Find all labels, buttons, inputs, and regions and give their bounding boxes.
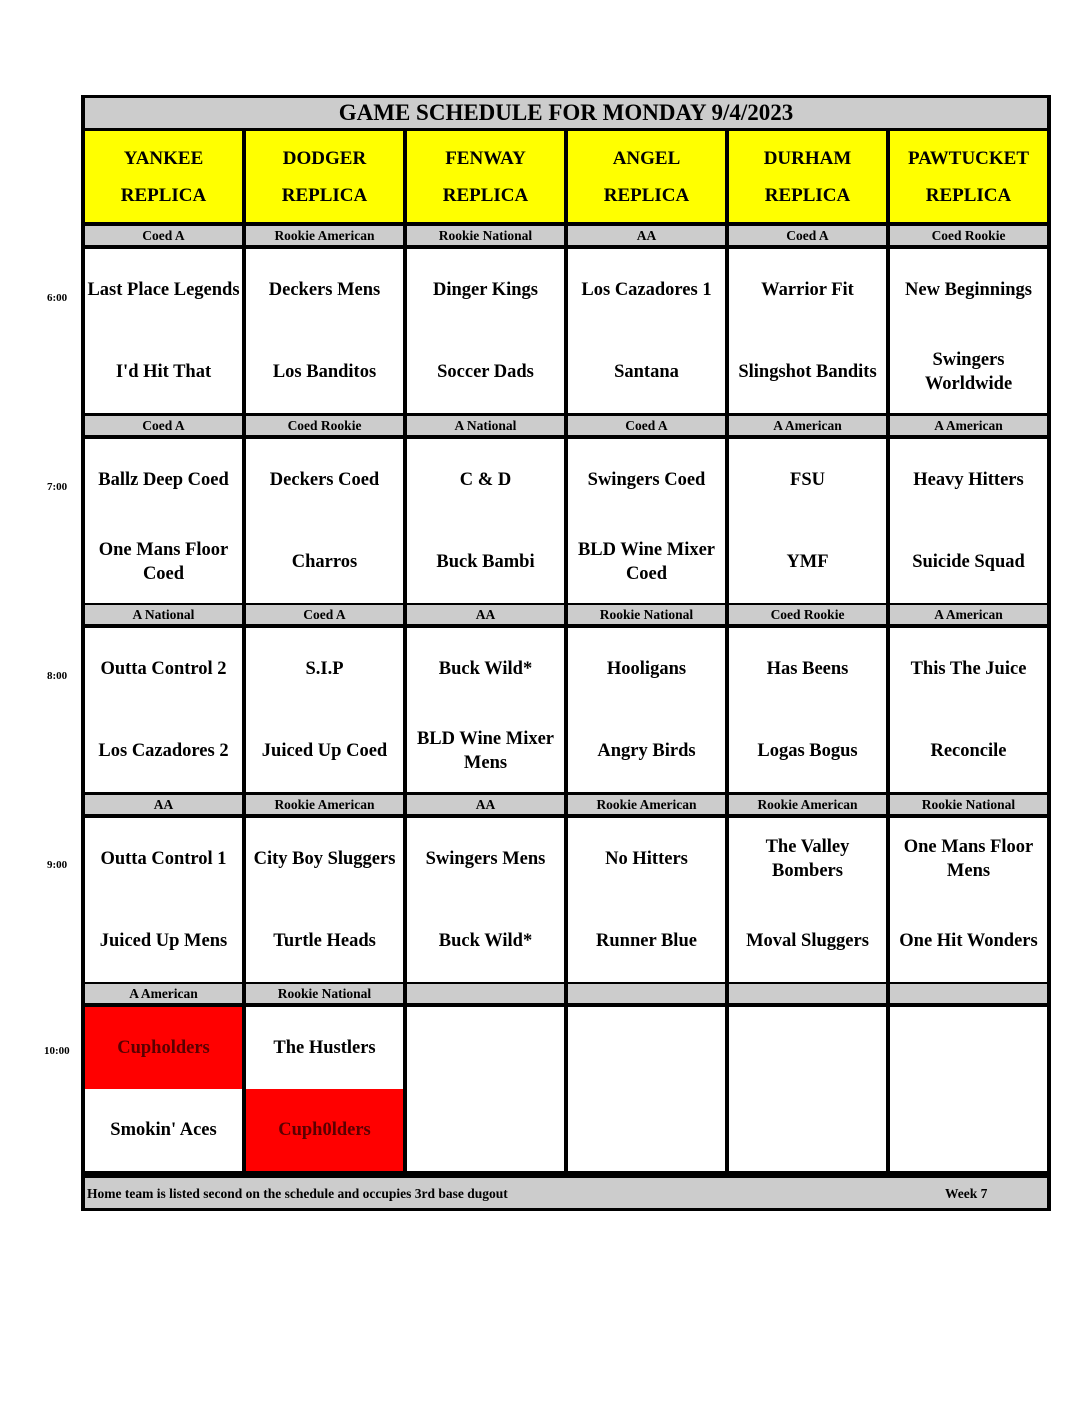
game-cell xyxy=(890,1007,1047,1171)
game-row xyxy=(85,818,1047,982)
home-team: Buck Wild* xyxy=(407,900,564,982)
game-cell xyxy=(890,818,1047,982)
field-header-fenway: FENWAY REPLICA xyxy=(407,131,564,222)
game-cell xyxy=(85,628,242,792)
division-label xyxy=(407,984,564,1003)
away-team: Outta Control 1 xyxy=(85,818,242,900)
division-label: Coed A xyxy=(568,416,725,435)
game-cell xyxy=(568,628,725,792)
division-label: AA xyxy=(407,795,564,814)
schedule-title: GAME SCHEDULE FOR MONDAY 9/4/2023 xyxy=(85,98,1047,128)
home-team: Angry Birds xyxy=(568,710,725,792)
game-cell xyxy=(407,628,564,792)
home-team xyxy=(729,1089,886,1171)
game-row xyxy=(85,439,1047,603)
home-team: Swingers Worldwide xyxy=(890,331,1047,413)
division-label: Coed A xyxy=(246,605,403,624)
away-team: Cupholders xyxy=(85,1007,242,1089)
away-team: Heavy Hitters xyxy=(890,439,1047,521)
game-cell xyxy=(246,628,403,792)
away-team: The Hustlers xyxy=(246,1007,403,1089)
away-team xyxy=(729,1007,886,1089)
home-team: Cuph0lders xyxy=(246,1089,403,1171)
game-cell xyxy=(729,1007,886,1171)
home-team: BLD Wine Mixer Mens xyxy=(407,710,564,792)
division-label: A American xyxy=(890,416,1047,435)
division-label: Coed A xyxy=(729,226,886,245)
away-team: FSU xyxy=(729,439,886,521)
home-team: Santana xyxy=(568,331,725,413)
game-cell xyxy=(729,439,886,603)
away-team: Has Beens xyxy=(729,628,886,710)
division-row xyxy=(85,226,1047,245)
game-row xyxy=(85,1007,1047,1171)
away-team xyxy=(568,1007,725,1089)
away-team: Warrior Fit xyxy=(729,249,886,331)
time-label: 8:00 xyxy=(47,670,68,682)
game-cell xyxy=(407,249,564,413)
home-team: Slingshot Bandits xyxy=(729,331,886,413)
home-team: I'd Hit That xyxy=(85,331,242,413)
game-cell xyxy=(407,818,564,982)
away-team: City Boy Sluggers xyxy=(246,818,403,900)
home-team: Logas Bogus xyxy=(729,710,886,792)
away-team: Los Cazadores 1 xyxy=(568,249,725,331)
division-label: A American xyxy=(890,605,1047,624)
away-team: Outta Control 2 xyxy=(85,628,242,710)
home-team: Smokin' Aces xyxy=(85,1089,242,1171)
away-team: No Hitters xyxy=(568,818,725,900)
home-team: Charros xyxy=(246,521,403,603)
division-label: AA xyxy=(85,795,242,814)
time-label: 7:00 xyxy=(47,481,68,493)
away-team: Swingers Mens xyxy=(407,818,564,900)
game-cell xyxy=(246,818,403,982)
division-row xyxy=(85,605,1047,624)
home-team: Moval Sluggers xyxy=(729,900,886,982)
division-label: A National xyxy=(85,605,242,624)
home-team: Soccer Dads xyxy=(407,331,564,413)
away-team xyxy=(890,1007,1047,1089)
division-label: Coed Rookie xyxy=(890,226,1047,245)
division-label xyxy=(568,984,725,1003)
game-cell xyxy=(246,1007,403,1171)
division-label: Rookie American xyxy=(729,795,886,814)
away-team: New Beginnings xyxy=(890,249,1047,331)
division-row xyxy=(85,416,1047,435)
division-label: Rookie National xyxy=(246,984,403,1003)
game-cell xyxy=(729,818,886,982)
home-team: Juiced Up Mens xyxy=(85,900,242,982)
away-team: One Mans Floor Mens xyxy=(890,818,1047,900)
schedule-table xyxy=(81,95,1051,1211)
away-team: This The Juice xyxy=(890,628,1047,710)
field-header-row xyxy=(85,131,1047,222)
division-label: Coed A xyxy=(85,416,242,435)
home-team: Juiced Up Coed xyxy=(246,710,403,792)
division-row xyxy=(85,795,1047,814)
division-label: Rookie American xyxy=(246,226,403,245)
game-cell xyxy=(407,439,564,603)
home-team: Los Banditos xyxy=(246,331,403,413)
division-label: Rookie National xyxy=(890,795,1047,814)
game-cell xyxy=(568,439,725,603)
game-cell xyxy=(729,628,886,792)
division-label: Rookie American xyxy=(246,795,403,814)
game-cell xyxy=(246,249,403,413)
game-cell xyxy=(729,249,886,413)
field-header-yankee: YANKEE REPLICA xyxy=(85,131,242,222)
division-label: AA xyxy=(568,226,725,245)
away-team: Last Place Legends xyxy=(85,249,242,331)
division-label: Coed A xyxy=(85,226,242,245)
game-cell xyxy=(246,439,403,603)
home-team: Suicide Squad xyxy=(890,521,1047,603)
away-team: Deckers Coed xyxy=(246,439,403,521)
game-cell xyxy=(85,249,242,413)
division-label: Rookie American xyxy=(568,795,725,814)
game-cell xyxy=(568,818,725,982)
away-team: Ballz Deep Coed xyxy=(85,439,242,521)
time-label: 9:00 xyxy=(47,859,68,871)
division-label: A American xyxy=(85,984,242,1003)
footer-note: Home team is listed second on the schedule and occupies 3rd base dugout xyxy=(87,1186,508,1201)
division-label: A American xyxy=(729,416,886,435)
field-header-pawtucket: PAWTUCKET REPLICA xyxy=(890,131,1047,222)
away-team: C & D xyxy=(407,439,564,521)
division-label: A National xyxy=(407,416,564,435)
time-label: 6:00 xyxy=(47,292,68,304)
division-row xyxy=(85,984,1047,1003)
division-label xyxy=(890,984,1047,1003)
game-cell xyxy=(568,1007,725,1171)
game-cell xyxy=(85,818,242,982)
game-cell xyxy=(890,249,1047,413)
away-team: Dinger Kings xyxy=(407,249,564,331)
game-cell xyxy=(407,1007,564,1171)
home-team xyxy=(568,1089,725,1171)
week-label: Week 7 xyxy=(945,1186,988,1201)
game-row xyxy=(85,249,1047,413)
home-team: YMF xyxy=(729,521,886,603)
home-team: Turtle Heads xyxy=(246,900,403,982)
away-team: Swingers Coed xyxy=(568,439,725,521)
home-team: One Hit Wonders xyxy=(890,900,1047,982)
home-team: Reconcile xyxy=(890,710,1047,792)
division-label: AA xyxy=(407,605,564,624)
game-cell xyxy=(85,439,242,603)
division-label xyxy=(729,984,886,1003)
field-header-angel: ANGEL REPLICA xyxy=(568,131,725,222)
footer xyxy=(85,1178,1047,1208)
away-team: Deckers Mens xyxy=(246,249,403,331)
division-label: Coed Rookie xyxy=(246,416,403,435)
field-header-durham: DURHAM REPLICA xyxy=(729,131,886,222)
home-team: Los Cazadores 2 xyxy=(85,710,242,792)
game-cell xyxy=(568,249,725,413)
away-team: Buck Wild* xyxy=(407,628,564,710)
away-team: S.I.P xyxy=(246,628,403,710)
away-team: The Valley Bombers xyxy=(729,818,886,900)
away-team xyxy=(407,1007,564,1089)
home-team: Runner Blue xyxy=(568,900,725,982)
away-team: Hooligans xyxy=(568,628,725,710)
time-label: 10:00 xyxy=(44,1045,70,1057)
field-header-dodger: DODGER REPLICA xyxy=(246,131,403,222)
game-cell xyxy=(890,439,1047,603)
home-team: One Mans Floor Coed xyxy=(85,521,242,603)
game-cell xyxy=(890,628,1047,792)
home-team xyxy=(407,1089,564,1171)
game-cell xyxy=(85,1007,242,1171)
home-team xyxy=(890,1089,1047,1171)
division-label: Coed Rookie xyxy=(729,605,886,624)
home-team: Buck Bambi xyxy=(407,521,564,603)
game-row xyxy=(85,628,1047,792)
home-team: BLD Wine Mixer Coed xyxy=(568,521,725,603)
division-label: Rookie National xyxy=(568,605,725,624)
division-label: Rookie National xyxy=(407,226,564,245)
